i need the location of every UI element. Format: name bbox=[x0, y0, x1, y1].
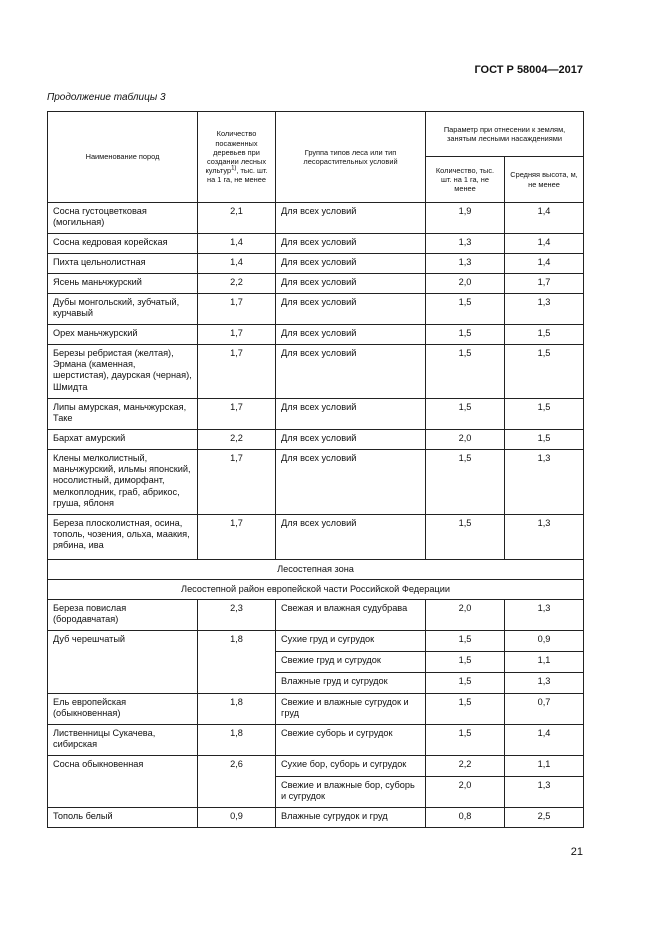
parameter-height: 1,5 bbox=[505, 345, 584, 399]
header-parameter-height: Средняя высота, м, не менее bbox=[505, 157, 584, 203]
table-row bbox=[48, 274, 584, 294]
species-name: Пихта цельнолистная bbox=[48, 254, 198, 274]
parameter-count: 1,5 bbox=[426, 345, 505, 399]
forest-type-group: Сухие груд и сугрудок bbox=[276, 631, 426, 652]
planted-count: 0,9 bbox=[198, 808, 276, 828]
planted-count: 1,7 bbox=[198, 294, 276, 325]
parameter-height: 1,5 bbox=[505, 325, 584, 345]
footnote-mark: 1) bbox=[231, 165, 237, 172]
forest-type-group: Для всех условий bbox=[276, 399, 426, 430]
planted-count: 1,7 bbox=[198, 399, 276, 430]
table-row bbox=[48, 325, 584, 345]
species-name: Дуб черешчатый bbox=[48, 631, 198, 694]
parameter-height: 1,3 bbox=[505, 673, 584, 694]
planted-count: 2,3 bbox=[198, 600, 276, 631]
species-name: Тополь белый bbox=[48, 808, 198, 828]
species-name: Сосна кедровая корейская bbox=[48, 234, 198, 254]
parameter-count: 2,0 bbox=[426, 430, 505, 450]
parameter-height: 2,5 bbox=[505, 808, 584, 828]
table-row bbox=[48, 399, 584, 430]
header-planted-count-tail: , тыс. шт. на 1 га, не менее bbox=[207, 166, 268, 185]
planted-count: 2,1 bbox=[198, 203, 276, 234]
parameter-height: 1,4 bbox=[505, 203, 584, 234]
planted-count: 1,4 bbox=[198, 254, 276, 274]
species-name: Бархат амурский bbox=[48, 430, 198, 450]
header-forest-type-group: Группа типов леса или тип лесорастительных условий bbox=[276, 112, 426, 203]
parameter-count: 2,0 bbox=[426, 600, 505, 631]
species-name: Сосна густоцветковая (могильная) bbox=[48, 203, 198, 234]
forest-type-group: Для всех условий bbox=[276, 430, 426, 450]
species-name: Клены мелколистный, маньчжурский, ильмы японский, носолистный, диморфант, мелкоплодник, граб, абрикос, груша, яблоня bbox=[48, 450, 198, 515]
species-name: Сосна обыкновенная bbox=[48, 756, 198, 808]
planted-count: 1,8 bbox=[198, 631, 276, 694]
species-name: Березы ребристая (желтая), Эрмана (каменная, шерстистая), даурская (черная), Шмидта bbox=[48, 345, 198, 399]
parameter-height: 0,7 bbox=[505, 694, 584, 725]
parameter-count: 0,8 bbox=[426, 808, 505, 828]
table-row bbox=[48, 294, 584, 325]
header-parameter: Параметр при отнесении к землям, занятым лесными насаждениями bbox=[426, 112, 584, 157]
forest-type-group: Для всех условий bbox=[276, 345, 426, 399]
forest-type-group: Для всех условий bbox=[276, 294, 426, 325]
parameter-height: 1,5 bbox=[505, 399, 584, 430]
parameter-height: 1,5 bbox=[505, 430, 584, 450]
forest-type-group: Свежая и влажная судубрава bbox=[276, 600, 426, 631]
forest-type-group: Для всех условий bbox=[276, 234, 426, 254]
species-name: Дубы монгольский, зубчатый, курчавый bbox=[48, 294, 198, 325]
table-row bbox=[48, 450, 584, 515]
header-parameter-count: Количество, тыс. шт. на 1 га, не менее bbox=[426, 157, 505, 203]
region-row bbox=[48, 580, 584, 600]
forest-type-group: Для всех условий bbox=[276, 450, 426, 515]
planted-count: 1,8 bbox=[198, 694, 276, 725]
page-number: 21 bbox=[570, 846, 583, 858]
species-name: Липы амурская, маньчжурская, Таке bbox=[48, 399, 198, 430]
forest-type-group: Для всех условий bbox=[276, 515, 426, 560]
region-title: Лесостепной район европейской части Российской Федерации bbox=[48, 580, 584, 600]
header-planted-count bbox=[198, 112, 276, 203]
parameter-height: 1,3 bbox=[505, 777, 584, 808]
parameter-count: 1,3 bbox=[426, 234, 505, 254]
parameter-height: 1,1 bbox=[505, 652, 584, 673]
table-row bbox=[48, 756, 584, 777]
parameter-count: 1,5 bbox=[426, 631, 505, 652]
parameter-height: 1,4 bbox=[505, 254, 584, 274]
parameter-count: 1,5 bbox=[426, 694, 505, 725]
parameter-count: 2,0 bbox=[426, 274, 505, 294]
species-name: Лиственницы Сукачева, сибирская bbox=[48, 725, 198, 756]
forest-type-group: Для всех условий bbox=[276, 325, 426, 345]
forest-type-group: Влажные сугрудок и груд bbox=[276, 808, 426, 828]
planted-count: 2,6 bbox=[198, 756, 276, 808]
parameter-count: 1,5 bbox=[426, 652, 505, 673]
parameter-count: 1,5 bbox=[426, 399, 505, 430]
parameter-height: 1,4 bbox=[505, 725, 584, 756]
table-row bbox=[48, 203, 584, 234]
table-row bbox=[48, 430, 584, 450]
header-planted-count-text: Количество посаженных деревьев при создании лесных культур bbox=[205, 129, 267, 176]
planted-count: 2,2 bbox=[198, 274, 276, 294]
zone-row bbox=[48, 560, 584, 580]
header-species-name: Наименование пород bbox=[48, 112, 198, 203]
planted-count: 1,4 bbox=[198, 234, 276, 254]
planted-count: 1,7 bbox=[198, 325, 276, 345]
table-row bbox=[48, 515, 584, 560]
parameter-height: 1,7 bbox=[505, 274, 584, 294]
species-table bbox=[47, 111, 584, 828]
planted-count: 1,8 bbox=[198, 725, 276, 756]
species-name: Ель европейская (обыкновенная) bbox=[48, 694, 198, 725]
forest-type-group: Сухие бор, суборь и сугрудок bbox=[276, 756, 426, 777]
table-row bbox=[48, 694, 584, 725]
parameter-count: 1,5 bbox=[426, 325, 505, 345]
table-row bbox=[48, 234, 584, 254]
table-row bbox=[48, 631, 584, 652]
parameter-count: 1,3 bbox=[426, 254, 505, 274]
forest-type-group: Для всех условий bbox=[276, 203, 426, 234]
forest-type-group: Свежие груд и сугрудок bbox=[276, 652, 426, 673]
parameter-height: 1,4 bbox=[505, 234, 584, 254]
parameter-count: 2,2 bbox=[426, 756, 505, 777]
table-row bbox=[48, 254, 584, 274]
parameter-height: 1,3 bbox=[505, 600, 584, 631]
forest-type-group: Для всех условий bbox=[276, 254, 426, 274]
parameter-count: 2,0 bbox=[426, 777, 505, 808]
forest-type-group: Свежие и влажные бор, суборь и сугрудок bbox=[276, 777, 426, 808]
forest-type-group: Влажные груд и сугрудок bbox=[276, 673, 426, 694]
planted-count: 1,7 bbox=[198, 345, 276, 399]
planted-count: 1,7 bbox=[198, 450, 276, 515]
parameter-height: 0,9 bbox=[505, 631, 584, 652]
parameter-count: 1,5 bbox=[426, 294, 505, 325]
parameter-count: 1,5 bbox=[426, 673, 505, 694]
document-code: ГОСТ Р 58004—2017 bbox=[474, 64, 583, 76]
table-row bbox=[48, 345, 584, 399]
parameter-count: 1,5 bbox=[426, 515, 505, 560]
species-name: Береза плосколистная, осина, тополь, чозения, ольха, маакия, рябина, ива bbox=[48, 515, 198, 560]
parameter-height: 1,3 bbox=[505, 515, 584, 560]
parameter-height: 1,1 bbox=[505, 756, 584, 777]
planted-count: 1,7 bbox=[198, 515, 276, 560]
table-row bbox=[48, 808, 584, 828]
forest-type-group: Свежие суборь и сугрудок bbox=[276, 725, 426, 756]
table-row bbox=[48, 725, 584, 756]
table-continuation-caption: Продолжение таблицы 3 bbox=[47, 92, 166, 103]
species-name: Ясень маньчжурский bbox=[48, 274, 198, 294]
parameter-count: 1,5 bbox=[426, 450, 505, 515]
forest-type-group: Для всех условий bbox=[276, 274, 426, 294]
parameter-height: 1,3 bbox=[505, 450, 584, 515]
parameter-height: 1,3 bbox=[505, 294, 584, 325]
parameter-count: 1,5 bbox=[426, 725, 505, 756]
table-row bbox=[48, 600, 584, 631]
zone-title: Лесостепная зона bbox=[48, 560, 584, 580]
planted-count: 2,2 bbox=[198, 430, 276, 450]
forest-type-group: Свежие и влажные сугрудок и груд bbox=[276, 694, 426, 725]
species-name: Орех маньчжурский bbox=[48, 325, 198, 345]
parameter-count: 1,9 bbox=[426, 203, 505, 234]
species-name: Береза повислая (бородавчатая) bbox=[48, 600, 198, 631]
